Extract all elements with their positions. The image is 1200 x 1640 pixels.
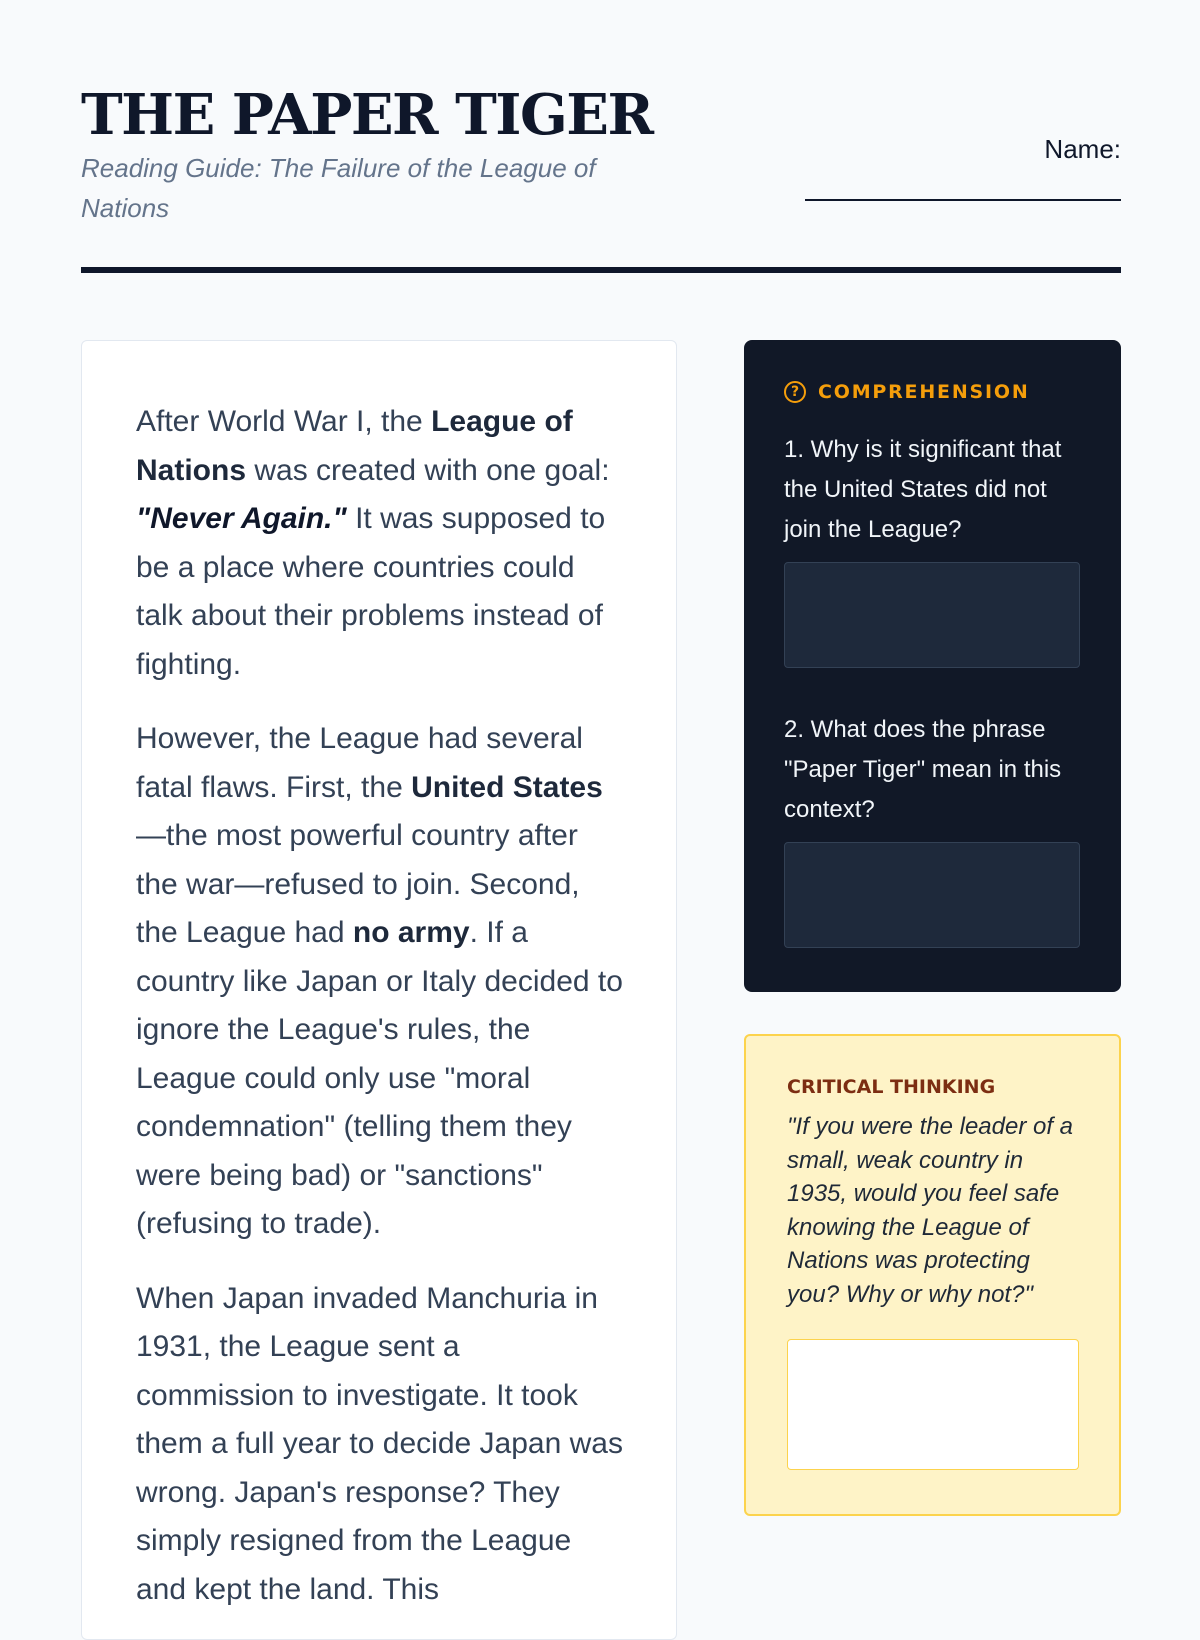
paragraph-2 [136,715,623,1249]
bold-term: United States [411,770,603,804]
text-span: However, the League had several fatal flaws. First, the [136,722,583,804]
critical-thinking-panel [744,1034,1121,1516]
bold-term: no army [352,916,470,949]
text-span: . If a country like Japan or Italy decided to ignore the League's rules, the League could only use "moral condemnation" (telling them they were being bad) or "sanctions" (refusing to trade). [136,916,623,1240]
question-1: 1. Why is it significant that the United States did not join the League? [784,436,1062,543]
text-span: After World War I, the [136,405,432,438]
question-2: 2. What does the phrase "Paper Tiger" mean in this context? [784,716,1062,823]
question-circle-icon: ? [784,381,806,403]
text-span: was created with one goal: [246,453,610,487]
text-span: It was supposed to be a place where countries could talk about their problems instead of fighting. [136,502,606,681]
comprehension-header [784,378,1081,406]
critical-thinking-label: CRITICAL THINKING [787,1076,996,1098]
comprehension-label: COMPREHENSION [818,381,1030,403]
reading-passage [81,340,677,1640]
name-field [805,134,1121,201]
text-span: When Japan invaded Manchuria in 1931, the League sent a commission to investigate. It took them a full year to decide Japan was wrong. Japan's response? They simply resigned from the League and kept the land. This [136,1281,623,1606]
page-subtitle: Reading Guide: The Failure of the League of Nations [81,153,596,223]
name-blank-line[interactable] [805,199,1121,201]
critical-answer-box[interactable] [787,1339,1079,1470]
paragraph-1 [136,398,623,689]
header [81,82,1121,272]
answer-box-1[interactable] [784,562,1080,668]
answer-box-2[interactable] [784,842,1080,948]
header-divider [81,267,1121,273]
bold-term: League of Nations [136,405,573,487]
name-label: Name: [1044,134,1121,164]
emphasized-quote: "Never Again." [136,502,347,535]
comprehension-panel [744,340,1121,992]
text-span: —the most powerful country after the war—refused to join. Second, the League had [136,819,580,949]
page-title: THE PAPER TIGER [81,82,653,148]
critical-thinking-prompt: "If you were the leader of a small, weak country in 1935, would you feel safe knowing the League of Nations was protecting you? Why or why not?" [787,1113,1074,1308]
paragraph-3 [136,1275,623,1615]
